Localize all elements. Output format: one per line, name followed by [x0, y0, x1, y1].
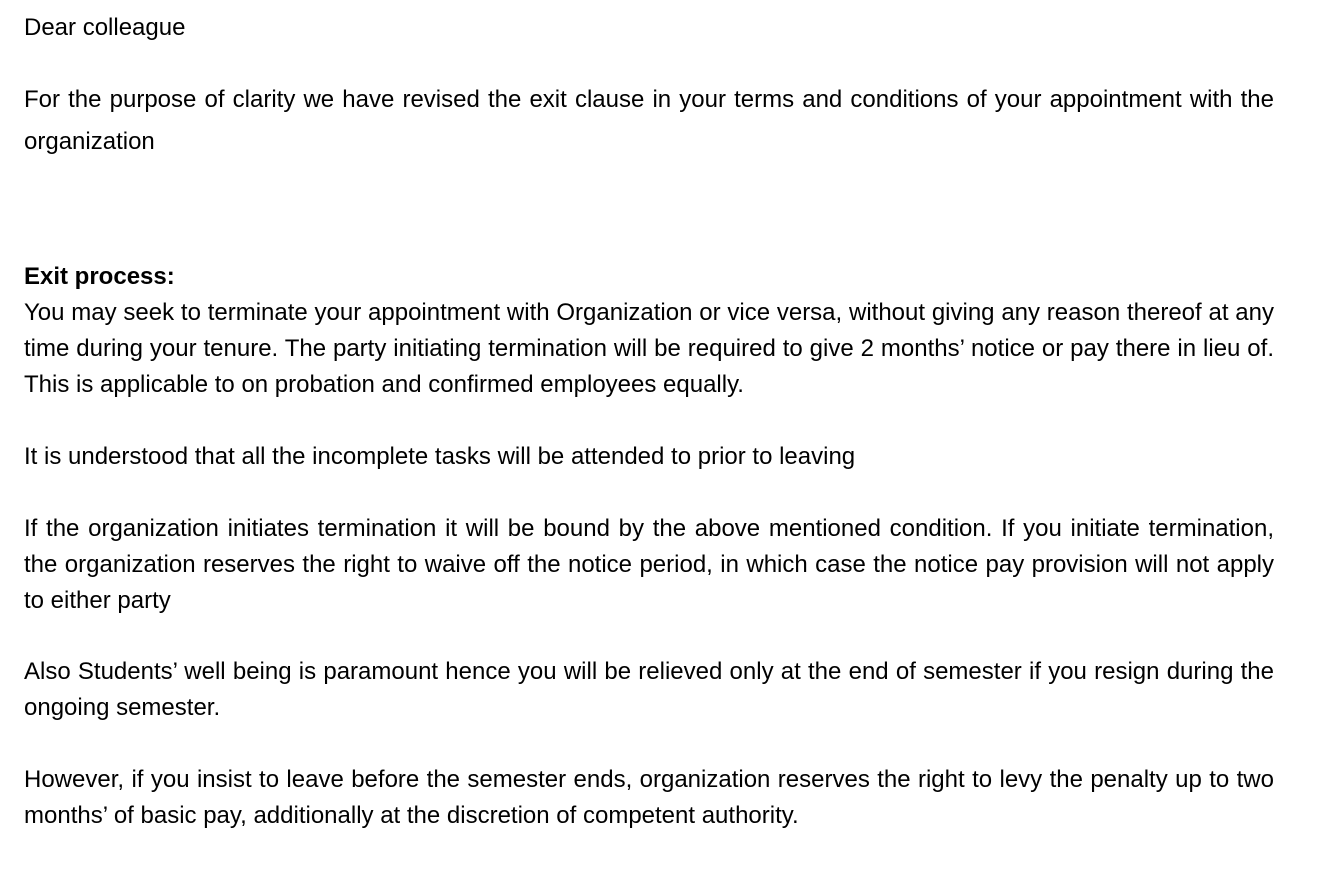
section-heading: Exit process:	[24, 263, 175, 290]
paragraph-incomplete-tasks: It is understood that all the incomplete tasks will be attended to prior to leaving	[24, 443, 856, 470]
paragraph-termination: You may seek to terminate your appointment with Organization or vice versa, without giving any reason thereof at any time during your tenure. The party initiating termination will be required to give 2 months’ notice or pay there in lieu of. This is applicable to on probation and confirmed employees equally.	[24, 299, 1274, 398]
paragraph-students: Also Students’ well being is paramount hence you will be relieved only at the end of semester if you resign during the ongoing semester.	[24, 658, 1274, 721]
paragraph-penalty: However, if you insist to leave before the semester ends, organization reserves the right to levy the penalty up to two months’ of basic pay, additionally at the discretion of competent authority.	[24, 766, 1274, 829]
salutation: Dear colleague	[24, 14, 186, 41]
paragraph-notice-period: If the organization initiates termination it will be bound by the above mentioned condition. If you initiate termination, the organization reserves the right to waive off the notice period, in which case the notice pay provision will not apply to either party	[24, 515, 1274, 614]
intro-paragraph: For the purpose of clarity we have revised the exit clause in your terms and conditions of your appointment with the organization	[24, 86, 1274, 155]
